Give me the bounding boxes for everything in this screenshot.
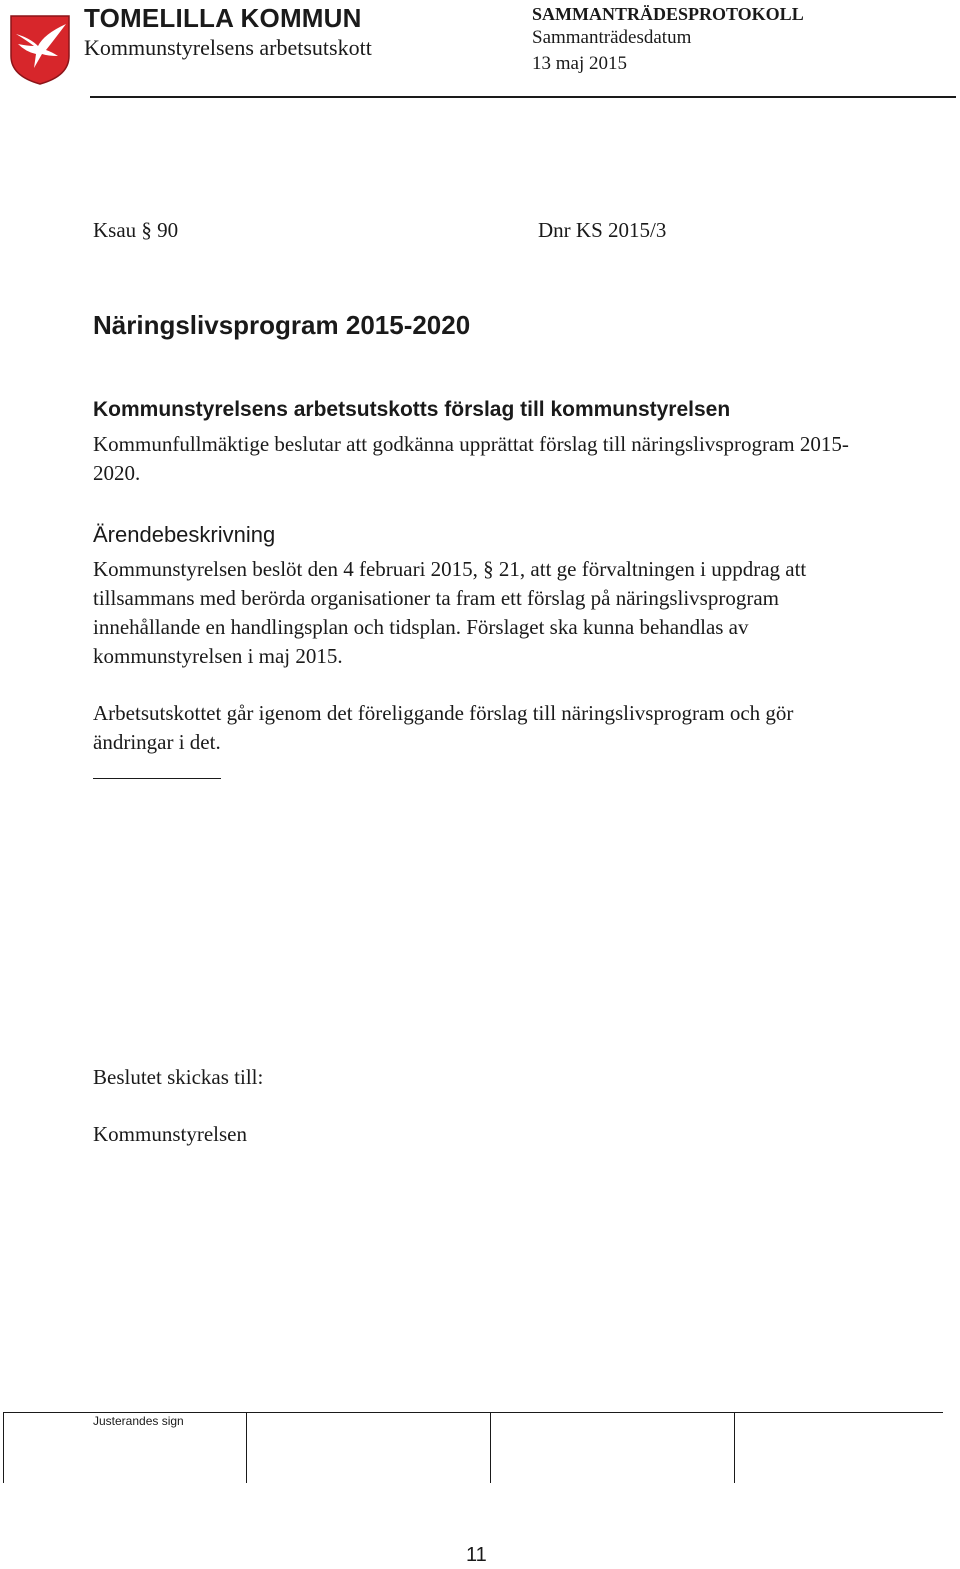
document-title: Näringslivsprogram 2015-2020 (93, 310, 471, 340)
signature-box-divider (246, 1412, 247, 1483)
municipal-coat-of-arms-icon (8, 12, 72, 86)
proposal-text: Kommunfullmäktige beslutar att godkänna upprättat förslag till näringslivsprogram 2015-2020. (93, 432, 849, 485)
sent-to-recipient: Kommunstyrelsen (93, 1122, 247, 1146)
municipality-name: TOMELILLA KOMMUN (84, 3, 362, 33)
registration-number: Dnr KS 2015/3 (538, 218, 667, 242)
section-reference: Ksau § 90 (93, 218, 179, 242)
signature-box-divider (3, 1412, 4, 1483)
signature-label: Justerandes sign (93, 1414, 184, 1428)
description-paragraph-1: Kommunstyrelsen beslöt den 4 februari 2015, § 21, att ge förvaltningen i uppdrag att tillsammans med berörda organisationer ta fram ett förslag på näringslivsprogram innehållande en handlingsplan och tidsplan. Förslaget ska kunna behandlas av kommunstyrelsen i maj 2015. (93, 557, 807, 668)
committee-name: Kommunstyrelsens arbetsutskott (84, 35, 372, 60)
proposal-heading: Kommunstyrelsens arbetsutskotts förslag till kommunstyrelsen (93, 398, 731, 421)
description-heading: Ärendebeskrivning (93, 522, 276, 547)
description-paragraph-2: Arbetsutskottet går igenom det föreliggande förslag till näringslivsprogram och gör ändringar i det. (93, 701, 794, 754)
meeting-date-value: 13 maj 2015 (532, 53, 627, 74)
signature-box-top-border (3, 1412, 943, 1413)
signature-box-divider (734, 1412, 735, 1483)
signature-box-divider (490, 1412, 491, 1483)
header-divider (90, 96, 956, 98)
document-type: SAMMANTRÄDESPROTOKOLL (532, 4, 804, 24)
page-number: 11 (466, 1544, 487, 1566)
sent-to-label: Beslutet skickas till: (93, 1065, 264, 1089)
section-end-rule (93, 778, 221, 779)
meeting-date-label: Sammanträdesdatum (532, 27, 692, 48)
